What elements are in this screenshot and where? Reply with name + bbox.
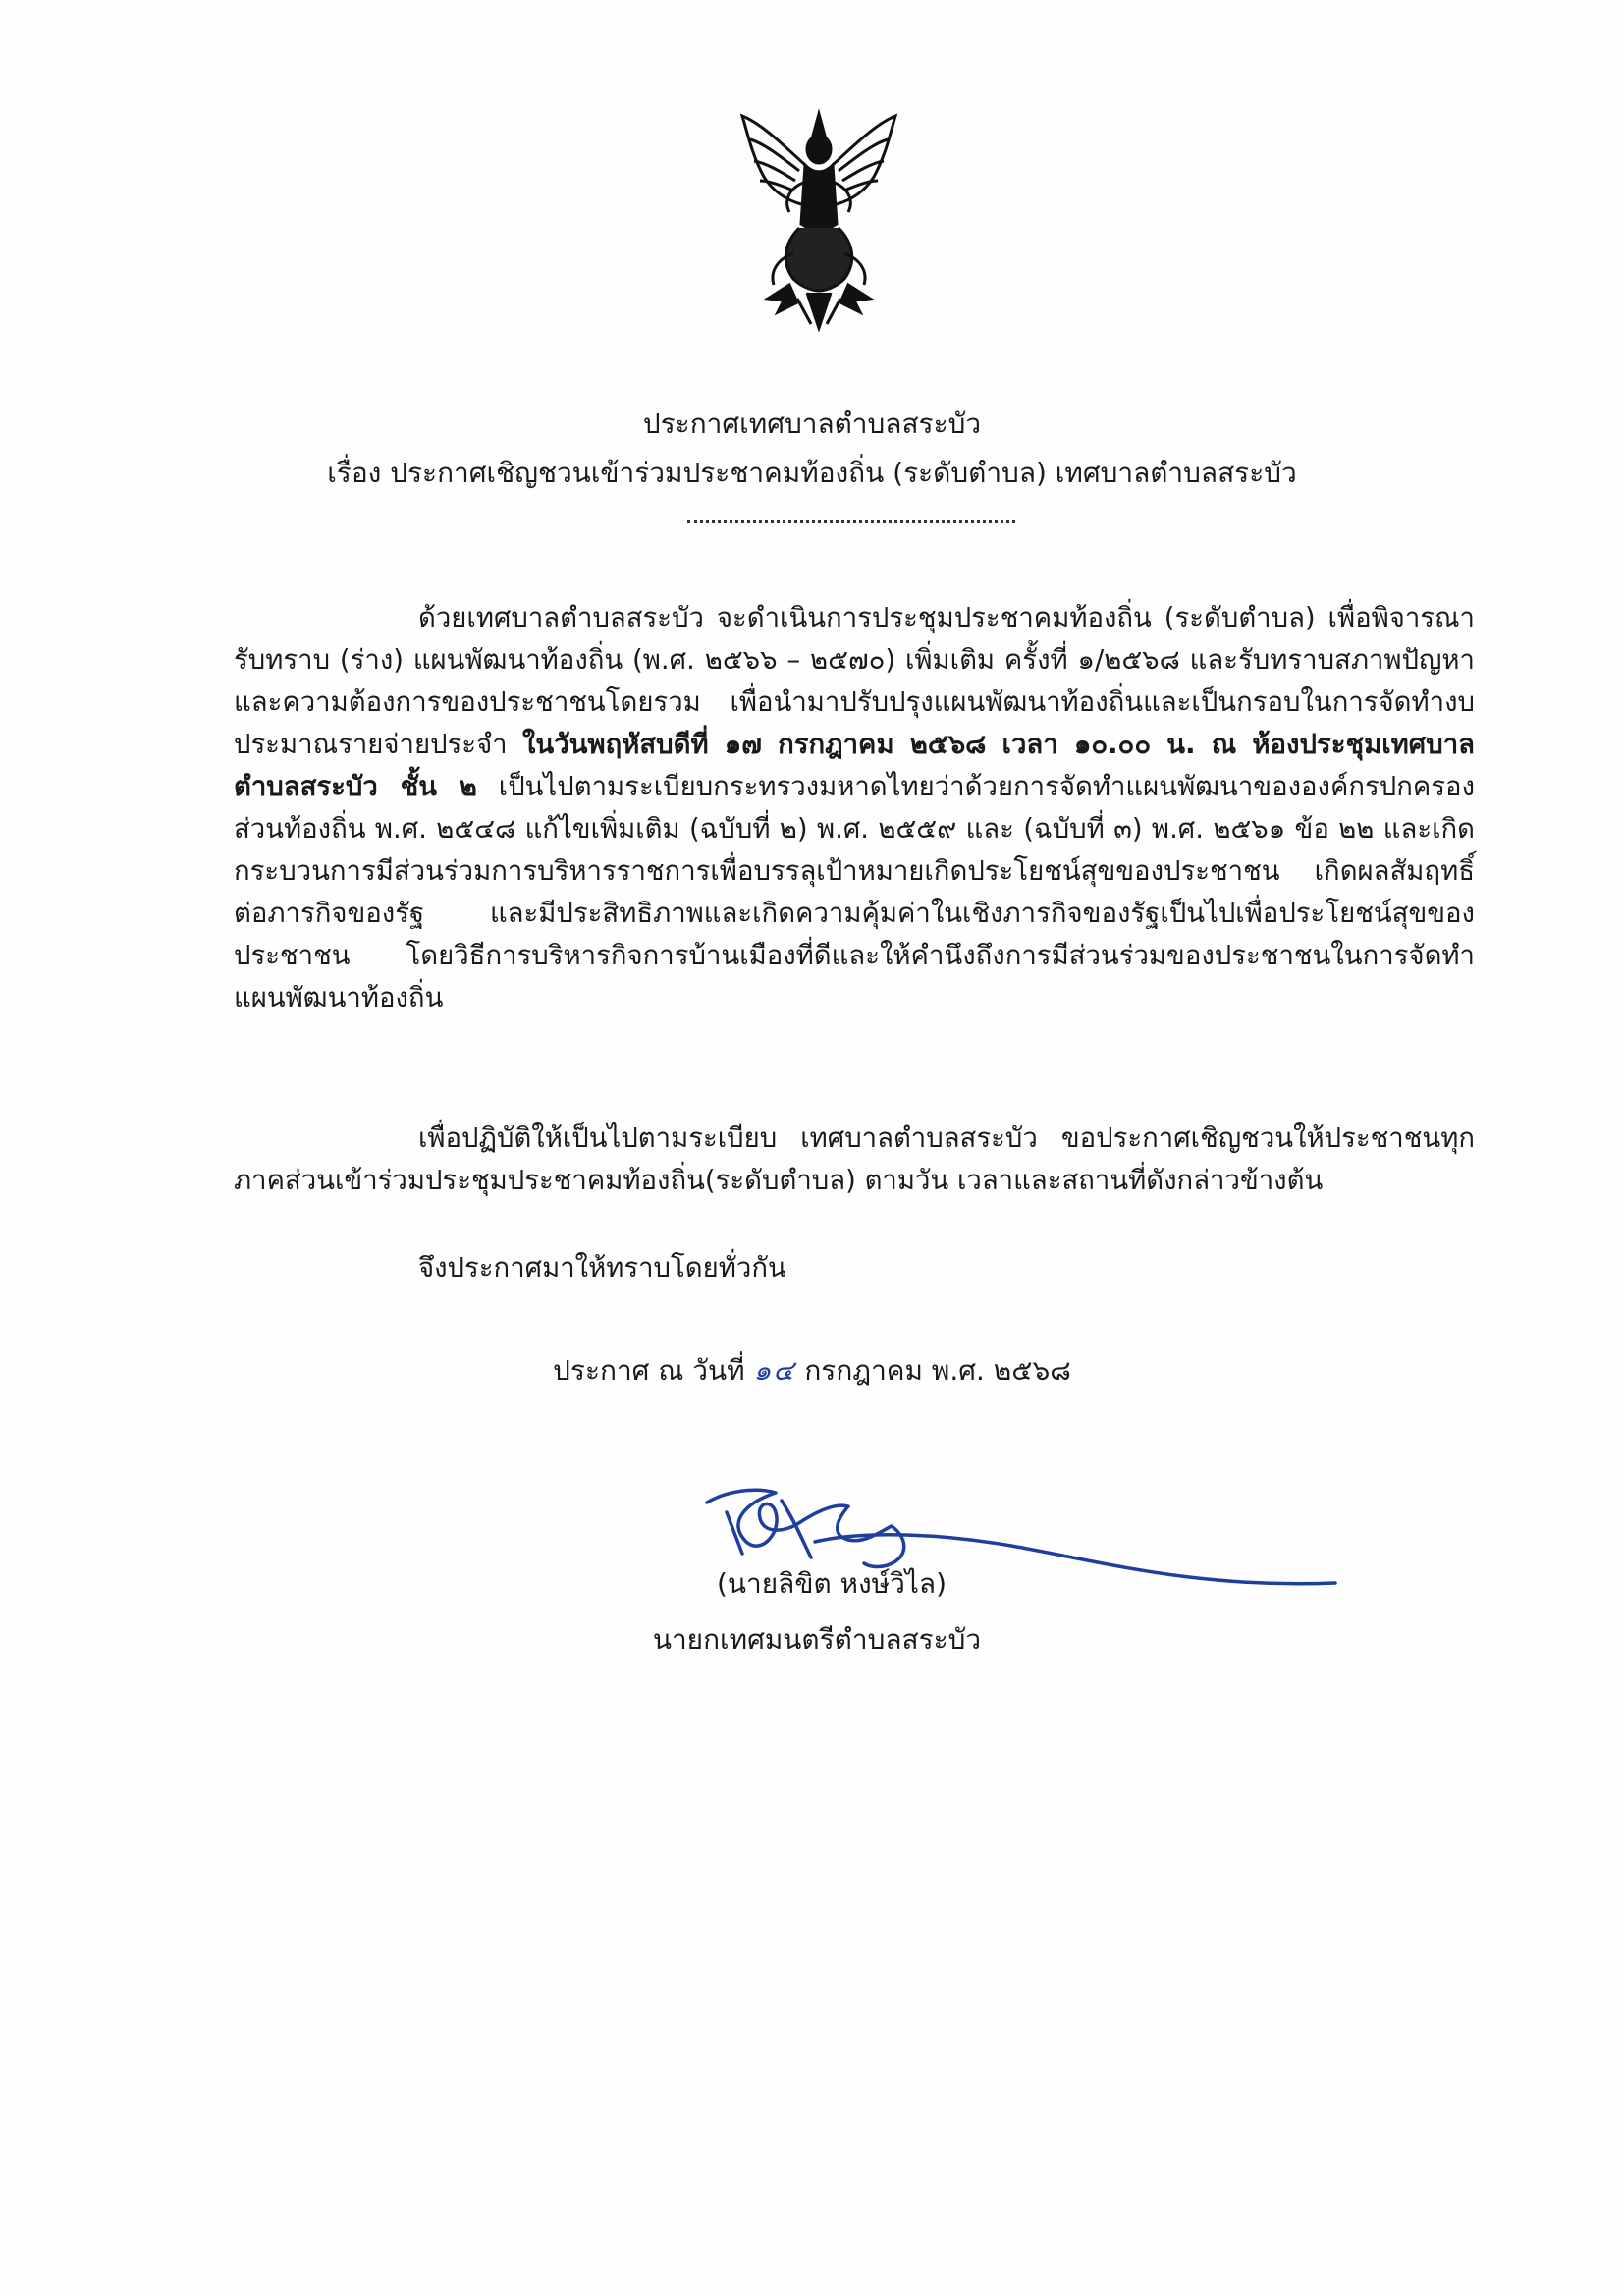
signer-name: (นายลิขิต หงษ์วิไล) bbox=[716, 1567, 947, 1600]
document-subject: เรื่อง ประกาศเชิญชวนเข้าร่วมประชาคมท้องถิ่น (ระดับตำบล) เทศบาลตำบลสระบัว bbox=[327, 457, 1297, 489]
handwritten-day: ๑๔ bbox=[753, 1354, 796, 1387]
paragraph-1-text-a: ด้วยเทศบาลตำบลสระบัว จะดำเนินการประชุมประชาคมท้องถิ่น (ระดับตำบล) เพื่อพิจารณารับทราบ (ร่าง) แผนพัฒนาท้องถิ่น (พ.ศ. ๒๕๖๖ – ๒๕๗๐) เพิ่มเติม ครั้งที่ ๑/๒๕๖๘ และรับทราบสภาพปัญหาและความต้องการของประชาชนโดยรวม เพื่อนำมาปรับปรุงแผนพัฒนาท้องถิ่นและเป็นกรอบในการจัดทำงบประมาณรายจ่ายประจำ bbox=[234, 602, 1475, 760]
date-suffix: กรกฎาคม พ.ศ. ๒๕๖๘ bbox=[795, 1354, 1071, 1387]
paragraph-1 bbox=[234, 597, 1475, 1019]
paragraph-2-text: เพื่อปฏิบัติให้เป็นไปตามระเบียบ เทศบาลตำบลสระบัว ขอประกาศเชิญชวนให้ประชาชนทุกภาคส่วนเข้าร่วมประชุมประชาคมท้องถิ่น(ระดับตำบล) ตามวัน เวลาและสถานที่ดังกล่าวข้างต้น bbox=[234, 1122, 1475, 1196]
handwritten-signature bbox=[687, 1473, 1375, 1640]
paragraph-2 bbox=[234, 1118, 1475, 1202]
garuda-emblem-icon bbox=[734, 106, 903, 332]
paragraph-3-text: จึงประกาศมาให้ทราบโดยทั่วกัน bbox=[418, 1252, 786, 1284]
dotted-divider bbox=[687, 520, 1015, 523]
date-prefix: ประกาศ ณ วันที่ bbox=[553, 1354, 745, 1387]
paragraph-1-text-b: เป็นไปตามระเบียบกระทรวงมหาดไทยว่าด้วยการจัดทำแผนพัฒนาขององค์กรปกครองส่วนท้องถิ่น พ.ศ. ๒๕๔๘ แก้ไขเพิ่มเติม (ฉบับที่ ๒) พ.ศ. ๒๕๕๙ และ (ฉบับที่ ๓) พ.ศ. ๒๕๖๑ ข้อ ๒๒ และเกิดกระบวนการมีส่วนร่วมการบริหารราชการเพื่อบรรลุเป้าหมายเกิดประโยชน์สุขของประชาชน เกิดผลสัมฤทธิ์ต่อภารกิจของรัฐ และมีประสิทธิภาพและเกิดความคุ้มค่าในเชิงภารกิจของรัฐเป็นไปเพื่อประโยชน์สุขของประชาชน โดยวิธีการบริหารกิจการบ้านเมืองที่ดีและให้คำนึงถึงการมีส่วนร่วมของประชาชนในการจัดทำแผนพัฒนาท้องถิ่น bbox=[234, 771, 1475, 1013]
signer-title: นายกเทศมนตรีตำบลสระบัว bbox=[652, 1623, 982, 1656]
meeting-date-location: ในวันพฤหัสบดีที่ ๑๗ กรกฎาคม ๒๕๖๘ เวลา ๑๐.๐๐ น. ณ ห้องประชุมเทศบาลตำบลสระบัว ชั้น ๒ bbox=[234, 729, 1475, 802]
paragraph-3 bbox=[234, 1247, 1475, 1289]
announcement-date bbox=[0, 1351, 1624, 1391]
document-issuer: ประกาศเทศบาลตำบลสระบัว bbox=[642, 408, 982, 440]
